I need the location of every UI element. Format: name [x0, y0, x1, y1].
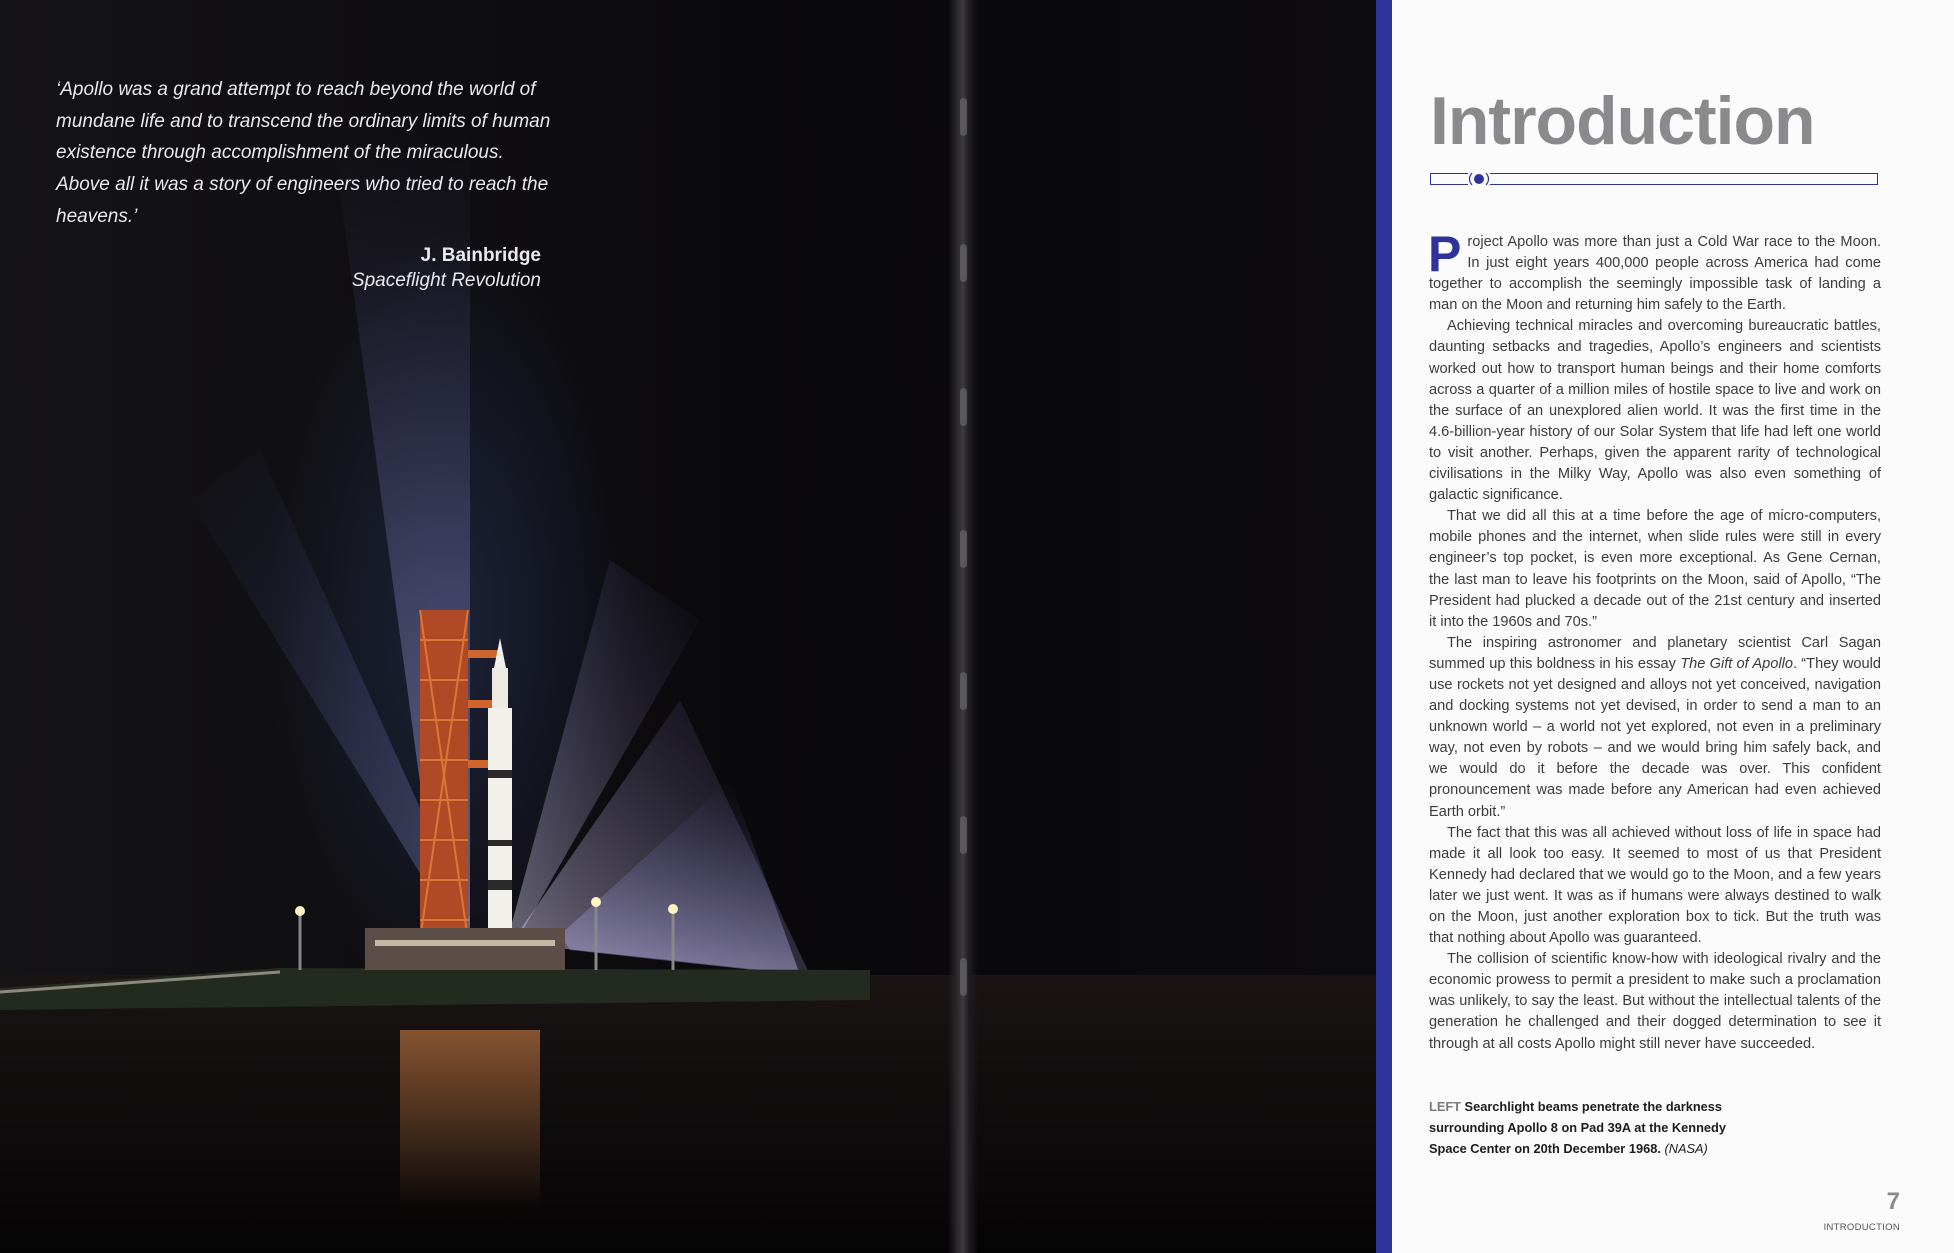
drop-cap: P [1428, 226, 1462, 282]
page-title: Introduction [1430, 83, 1815, 159]
binding-stitch [960, 672, 967, 710]
caption-tag: LEFT [1429, 1099, 1461, 1114]
binding-stitch [960, 98, 967, 136]
paragraph: That we did all this at a time before the age of micro-computers, mobile phones and the internet, when slide rules were still in every engineer’s top pocket, is even more exceptional. As Gene Cernan, the last man to leave his footprints on the Moon, said of Apollo, “The President had plucked a decade out of the 21st century and inserted it into the 1960s and 70s.” [1429, 508, 1881, 630]
article-body [1428, 226, 1881, 1055]
epigraph-source: Spaceflight Revolution [351, 269, 541, 291]
paragraph: The fact that this was all achieved without loss of life in space had made it all look too easy. It seemed to most of us that President Kennedy had declared that we would go to the Moon, and a few years later we just went. It was as if humans were always destined to walk on the Moon, just another exploration box to tick. But the truth was that nothing about Apollo was guaranteed. [1429, 824, 1881, 947]
caption-text: Searchlight beams penetrate the darkness surrounding Apollo 8 on Pad 39A at the Kennedy Space Center on 20th December 1968. [1429, 1099, 1726, 1156]
binding-stitch [960, 244, 967, 282]
caption-credit: (NASA) [1664, 1141, 1708, 1156]
paragraph: Achieving technical miracles and overcoming bureaucratic battles, daunting setbacks and tragedies, Apollo’s engineers and scientists worked out how to transport human beings and their home comforts across a quarter of a million miles of hostile space to live and work on the surface of an unexplored alien world. It was the first time in the 4.6-billion-year history of our Solar System that life had left one world to visit another. Perhaps, given the apparent rarity of technological civilisations in the Milky Way, Apollo was also even something of galactic significance. [1429, 318, 1881, 504]
binding-stitch [960, 958, 967, 996]
paragraph-text: roject Apollo was more than just a Cold War race to the Moon. In just eight years 400,000 people across America had come together to accomplish the seemingly impossible task of landing a man on the Moon and returning him safely to the Earth. [1429, 234, 1881, 314]
epigraph-quote: ‘Apollo was a grand attempt to reach beyond the world of mundane life and to transcend the ordinary limits of human existence through accomplishment of the miraculous. Above all it was a story of engineers who tried to reach the heavens.’ [56, 79, 551, 227]
running-footer: INTRODUCTION [1823, 1222, 1900, 1233]
book-gutter [948, 0, 978, 1253]
epigraph [56, 74, 556, 292]
paragraph [1429, 633, 1881, 823]
paragraph-text: The inspiring astronomer and planetary scientist Carl Sagan summed up this boldness in his essay [1429, 634, 1881, 672]
epigraph-author: J. Bainbridge [420, 244, 541, 266]
page-accent-bar [1376, 0, 1392, 1253]
photo-caption [1429, 1096, 1759, 1159]
paragraph: The collision of scientific know-how with ideological rivalry and the economic prowess to permit a president to make such a proclamation was unlikely, to say the least. But without the intellectual talents of the generation he challenged and their dogged determination to see it through at all costs Apollo might still never have succeeded. [1429, 951, 1881, 1052]
paragraph-text: . “They would use rockets not yet designed and alloys not yet conceived, navigation and docking systems not yet devised, in order to send a man to an unknown world – a world not yet explored, not even in a preliminary way, not even by robots – and we would bring him safely back, and we would do it before the decade was over. This confident pronouncement was made before any American had even achieved Earth orbit.” [1429, 655, 1881, 820]
essay-title: The Gift of Apollo [1680, 655, 1793, 672]
introduction-page [1392, 0, 1954, 1253]
paragraph [1428, 226, 1881, 316]
binding-stitch [960, 530, 967, 568]
binding-stitch [960, 816, 967, 854]
binding-stitch [960, 388, 967, 426]
title-rule-ornament [1430, 172, 1878, 186]
page-number: 7 [1886, 1188, 1900, 1215]
